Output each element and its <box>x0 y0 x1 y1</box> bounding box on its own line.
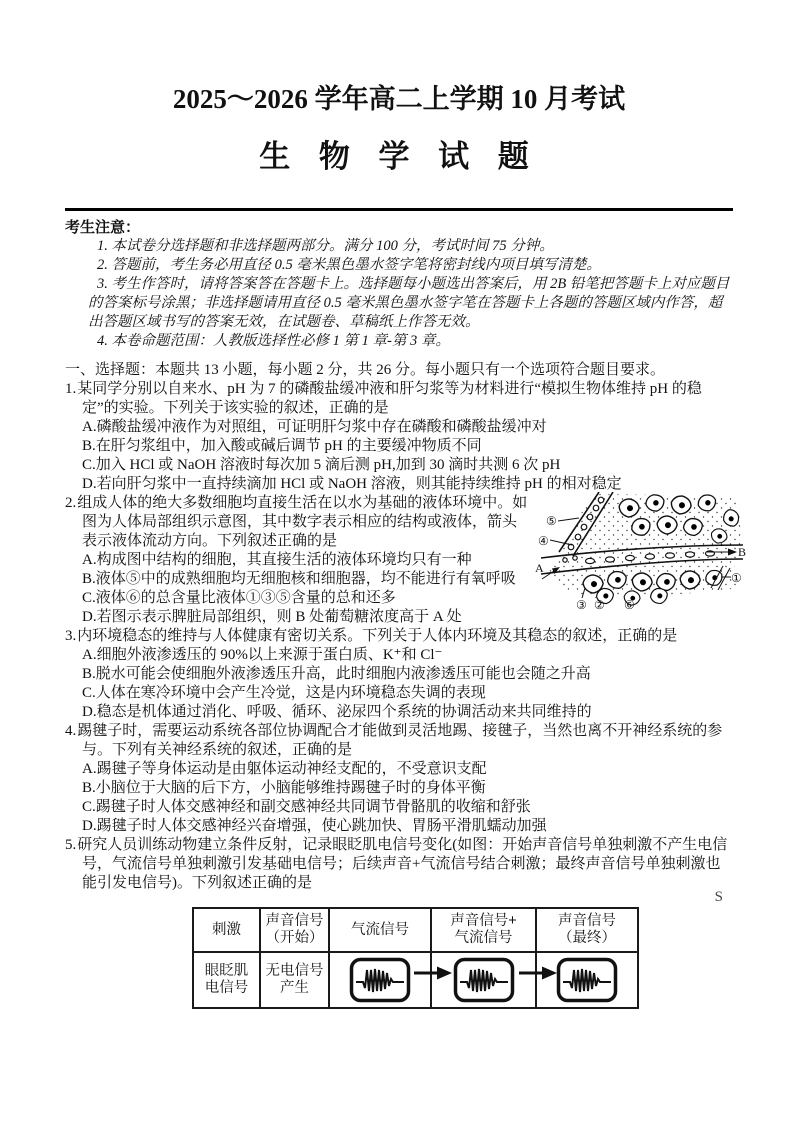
exam-subject-title: 生 物 学 试 题 <box>259 139 539 174</box>
question-2-option-d: D.若图示表示脾脏局部组织，则 B 处葡萄糖浓度高于 A 处 <box>82 609 462 625</box>
header-airflow: 气流信号 <box>329 908 431 952</box>
section-heading: 一、选择题：本题共 13 小题，每小题 2 分，共 26 分。每小题只有一个选项符合题目要求。 <box>65 362 666 378</box>
notice-item-2: 2. 答题前，考生务必用直径 0.5 毫米黑色墨水签字笔将密封线内项目填写清楚。 <box>97 257 601 273</box>
figure-label-A: A <box>535 561 544 575</box>
header-stimulus: 刺激 <box>193 908 260 952</box>
notice-item-1: 1. 本试卷分选择题和非选择题两部分。满分 100 分，考试时间 75 分钟。 <box>97 238 554 254</box>
page-content <box>0 84 793 1009</box>
question-4-stem-text: 踢毽子时，需要运动系统各部位协调配合才能做到灵活地踢、接毽子，当然也离不开神经系统的参与。下列有关神经系统的叙述，正确的是 <box>77 723 723 758</box>
question-2-stem-text: 组成人体的绝大多数细胞均直接生活在以水为基础的液体环境中。如图为人体局部组织示意图，其中数字表示相应的结构或液体，箭头表示液体流动方向。下列叙述正确的是 <box>77 495 528 549</box>
question-3-option-b: B.脱水可能会使细胞外液渗透压升高，此时细胞内液渗透压可能也会随之升高 <box>82 666 591 682</box>
figure-label-6: ⑥ <box>624 598 635 612</box>
question-4 <box>65 722 733 836</box>
emg-waveform-icon <box>453 957 515 1003</box>
table-header-row <box>193 908 638 952</box>
question-3-option-c: C.人体在寒冷环境中会产生冷觉，这是内环境稳态失调的表现 <box>82 685 486 701</box>
question-4-option-a: A.踢毽子等身体运动是由躯体运动神经支配的，不受意识支配 <box>82 761 487 777</box>
question-5 <box>65 836 733 1009</box>
emg-waveform-icon <box>349 957 411 1003</box>
figure-label-5: ⑤ <box>546 514 557 528</box>
stimulus-response-table <box>192 907 639 1009</box>
question-2-option-c: C.液体⑥的总含量比液体①③⑤含量的总和还多 <box>82 590 396 606</box>
question-4-number: 4. <box>65 723 77 739</box>
exam-session-title: 2025～2026 学年高二上学期 10 月考试 <box>172 84 626 114</box>
figure-label-3: ③ <box>576 598 587 612</box>
question-2 <box>65 494 747 627</box>
tissue-diagram-figure <box>535 492 747 612</box>
question-1-number: 1. <box>65 381 77 397</box>
question-3-option-d: D.稳态是机体通过消化、呼吸、循环、泌尿四个系统的协调活动来共同维持的 <box>82 704 592 720</box>
header-sound-final: 声音信号 （最终） <box>536 908 638 952</box>
question-1-option-d: D.若向肝匀浆中一直持续滴加 HCl 或 NaOH 溶液，则其能持续维持 pH 的相对稳定 <box>82 476 622 492</box>
figure-label-B: B <box>738 545 747 559</box>
row-label-emg: 眼眨肌 电信号 <box>193 952 260 1008</box>
notice-item-3: 3. 考生作答时，请将答案答在答题卡上。选择题每小题选出答案后，用 2B 铅笔把答题卡上对应题目的答案标号涂黑；非选择题请用直径 0.5 毫米黑色墨水签字笔在答题卡上各题的答题区域内作答，超出答题区域书写的答案无效，在试题卷、草稿纸上作答无效。 <box>88 276 730 330</box>
figure-label-1: ① <box>731 571 742 585</box>
margin-stray-letter: S <box>714 889 723 905</box>
figure-label-2: ② <box>594 598 605 612</box>
arrow-right-icon <box>519 965 557 981</box>
stimulus-response-table-wrapper <box>192 907 643 1009</box>
arrow-right-icon <box>414 965 452 981</box>
header-sound-start: 声音信号 （开始） <box>260 908 329 952</box>
question-3 <box>65 627 733 722</box>
notice-list <box>65 237 733 351</box>
question-3-stem-text: 内环境稳态的维持与人体健康有密切关系。下列关于人体内环境及其稳态的叙述，正确的是 <box>77 628 678 644</box>
question-2-option-a: A.构成图中结构的细胞，其直接生活的液体环境均只有一种 <box>82 552 472 568</box>
figure-label-4: ④ <box>538 534 549 548</box>
question-4-option-d: D.踢毽子时人体交感神经兴奋增强，使心跳加快、胃肠平滑肌蠕动加强 <box>82 818 547 834</box>
question-3-stem <box>65 627 733 646</box>
header-sound-plus-airflow: 声音信号+ 气流信号 <box>431 908 536 952</box>
cell-no-signal: 无电信号 产生 <box>260 952 329 1008</box>
question-1-stem-text: 某同学分别以自来水、pH 为 7 的磷酸盐缓冲液和肝匀浆等为材料进行“模拟生物体维持 pH 的稳定”的实验。下列关于该实验的叙述，正确的是 <box>77 381 702 416</box>
question-5-number: 5. <box>65 837 77 853</box>
question-3-number: 3. <box>65 628 77 644</box>
question-2-number: 2. <box>65 495 77 511</box>
question-4-stem <box>65 722 733 760</box>
question-4-option-b: B.小脑位于大脑的后下方，小脑能够维持踢毽子时的身体平衡 <box>82 780 486 796</box>
question-5-stem-text: 研究人员训练动物建立条件反射，记录眼眨肌电信号变化(如图：开始声音信号单独刺激不产生电信号，气流信号单独刺激引发基础电信号；后续声音+气流信号结合刺激；最终声音信号单独刺激也能引发电信号)。下列叙述正确的是 <box>77 837 728 891</box>
notice-heading: 考生注意： <box>65 219 141 236</box>
question-2-option-b: B.液体⑤中的成熟细胞均无细胞核和细胞器，均不能进行有氧呼吸 <box>82 571 516 587</box>
notice-item-4: 4. 本卷命题范围：人教版选择性必修 1 第 1 章-第 3 章。 <box>97 333 450 349</box>
question-5-stem <box>65 836 733 893</box>
title-divider-rule <box>65 208 733 211</box>
question-4-option-c: C.踢毽子时人体交感神经和副交感神经共同调节骨骼肌的收缩和舒张 <box>82 799 531 815</box>
question-1-stem <box>65 380 733 418</box>
question-1-option-b: B.在肝匀浆组中，加入酸或碱后调节 pH 的主要缓冲物质不同 <box>82 438 482 454</box>
question-1-option-a: A.磷酸盐缓冲液作为对照组，可证明肝匀浆中存在磷酸和磷酸盐缓冲对 <box>82 419 547 435</box>
question-3-option-a: A.细胞外液渗透压的 90%以上来源于蛋白质、K⁺和 Cl⁻ <box>82 647 443 663</box>
question-1 <box>65 380 733 494</box>
emg-waveform-icon <box>556 957 618 1003</box>
question-1-option-c: C.加入 HCl 或 NaOH 溶液时每次加 5 滴后测 pH,加到 30 滴时共测 6 次 pH <box>82 457 561 473</box>
